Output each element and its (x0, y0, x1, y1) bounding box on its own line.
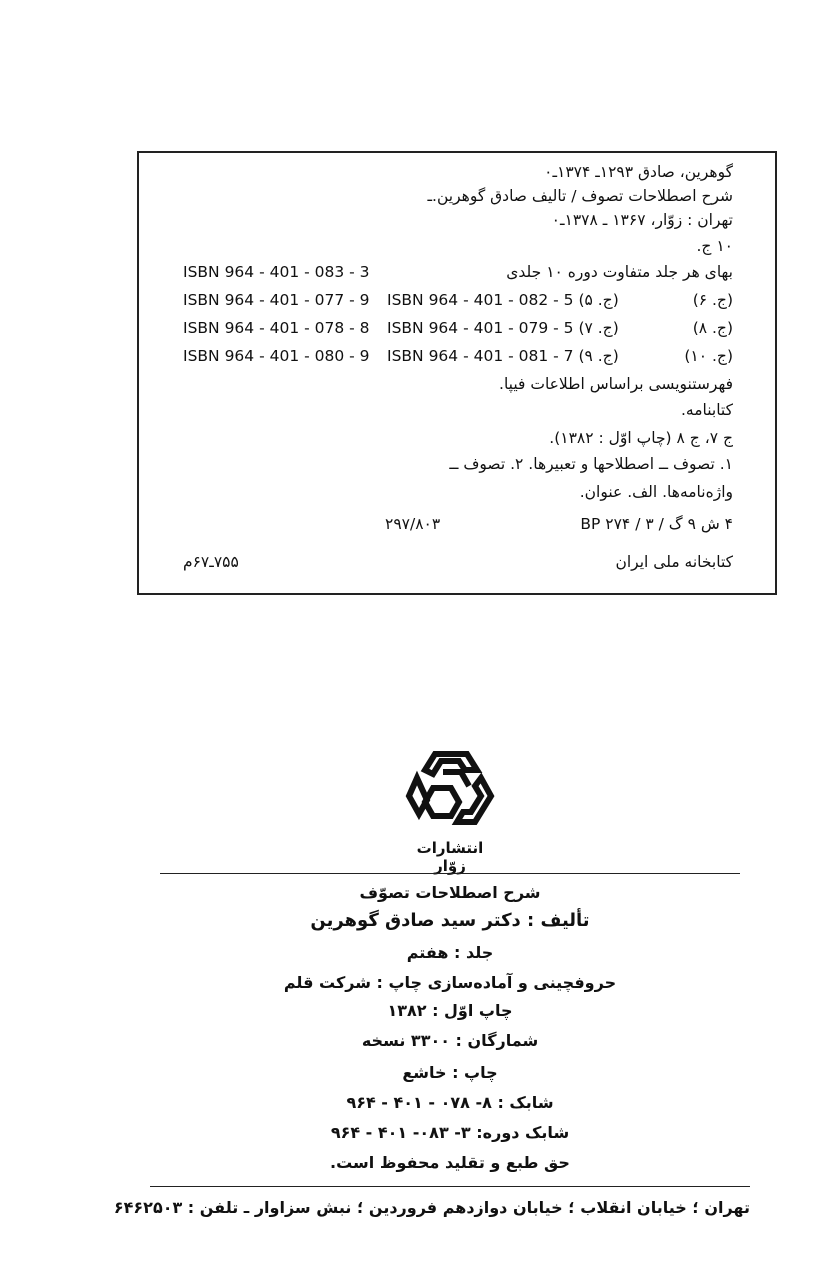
cip-record-number: ۷۵۵ـ۶۷م (183, 553, 239, 571)
cip-volumes: ۱۰ ج. (696, 237, 733, 255)
cip-dewey: ۲۹۷/۸۰۳ (385, 515, 441, 533)
divider (150, 1186, 750, 1187)
imprint-edition: چاپ اوّل : ۱۳۸۲ (387, 1001, 513, 1020)
divider (160, 873, 740, 874)
cip-call-number: ۴ ش ۹ گ / ۳ / ۲۷۴ BP (580, 515, 733, 533)
imprint-copyright: حق طبع و تقلید محفوظ است. (330, 1153, 570, 1172)
cip-fipa-note: فهرستنویسی براساس اطلاعات فیپا. (499, 375, 733, 393)
cip-isbn: ISBN 964 - 401 - 081 - 7 (ج. ۹) (387, 347, 619, 365)
imprint-author: تألیف : دکتر سید صادق گوهرین (310, 910, 590, 931)
cip-publication: تهران : زوّار، ۱۳۶۷ ـ ۱۳۷۸ـ۰ (551, 211, 733, 229)
publisher-address: تهران ؛ خیابان انقلاب ؛ خیابان دوازدهم فروردین ؛ نبش سزاوار ـ تلفن : ۶۴۶۲۵۰۳ (113, 1198, 750, 1217)
cip-isbn: ISBN 964 - 401 - 077 - 9 (183, 291, 370, 309)
cip-bibliography-note: کتابنامه. (680, 401, 733, 419)
imprint-title: شرح اصطلاحات تصوّف (359, 883, 541, 902)
cip-isbn: ISBN 964 - 401 - 082 - 5 (ج. ۵) (387, 291, 619, 309)
cip-subjects-cont: واژه‌نامه‌ها. الف. عنوان. (579, 483, 733, 501)
hexagon-logo-icon (405, 748, 495, 833)
cip-edition-note: ج ۷، ج ۸ (چاپ اوّل : ۱۳۸۲). (549, 429, 733, 447)
cip-library: کتابخانه ملی ایران (615, 553, 733, 571)
cip-isbn: ISBN 964 - 401 - 079 - 5 (ج. ۷) (387, 319, 619, 337)
cip-author: گوهرین، صادق ۱۲۹۳ـ ۱۳۷۴ـ۰ (544, 163, 733, 181)
imprint-typesetting: حروفچینی و آماده‌سازی چاپ : شرکت قلم (283, 973, 617, 992)
publisher-logo (405, 748, 495, 875)
cip-isbn: ISBN 964 - 401 - 080 - 9 (183, 347, 370, 365)
imprint-print-run: شمارگان : ۳۳۰۰ نسخه (361, 1031, 539, 1050)
cip-title: شرح اصطلاحات تصوف / تالیف صادق گوهرین.ـ (427, 187, 733, 205)
cip-price-note: بهای هر جلد متفاوت دوره ۱۰ جلدی (506, 263, 733, 281)
cip-vol-label: (ج. ۱۰) (684, 347, 733, 365)
imprint-printer: چاپ : خاشع (402, 1063, 498, 1082)
cip-vol-label: (ج. ۶) (692, 291, 733, 309)
imprint-set-isbn: شابک دوره: ۳- ۰۸۳- ۴۰۱ - ۹۶۴ (330, 1123, 570, 1142)
publisher-name: انتشارات زوّار (416, 839, 484, 875)
imprint-isbn: شابک : ۸- ۰۷۸ - ۴۰۱ - ۹۶۴ (346, 1093, 554, 1112)
cip-catalog-box (137, 151, 777, 595)
cip-vol-label: (ج. ۸) (692, 319, 733, 337)
cip-subjects: ۱. تصوف ــ اصطلاحها و تعبیرها. ۲. تصوف ــ (449, 455, 733, 473)
cip-isbn: ISBN 964 - 401 - 083 - 3 (183, 263, 370, 281)
imprint-volume: جلد : هفتم (406, 943, 494, 962)
cip-isbn: ISBN 964 - 401 - 078 - 8 (183, 319, 370, 337)
